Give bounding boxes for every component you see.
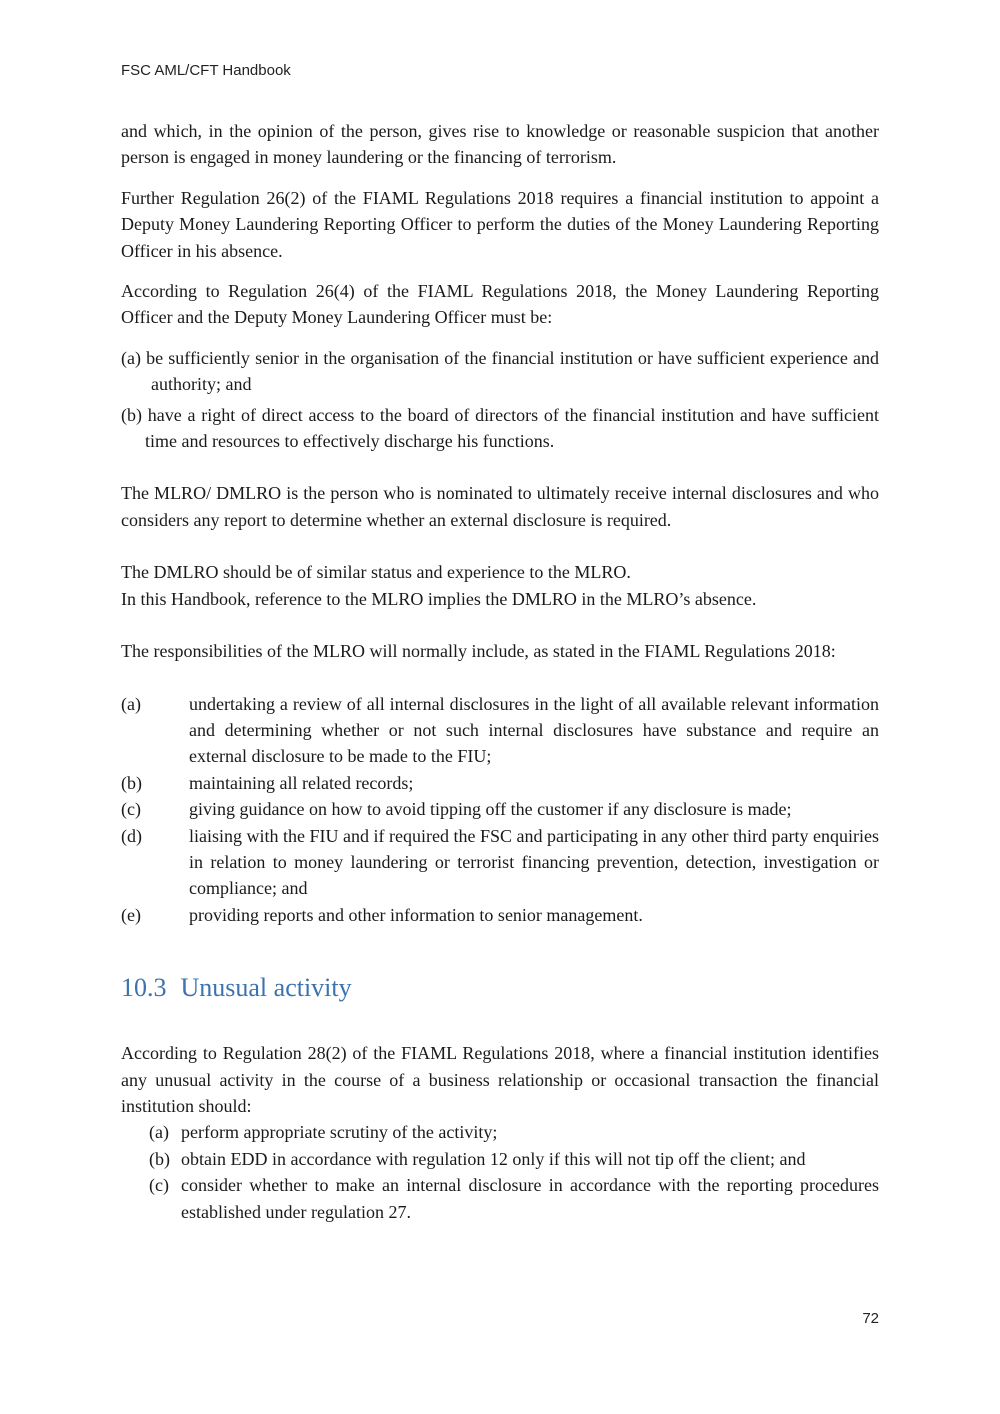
list-item	[121, 823, 879, 902]
list-marker: (e)	[121, 904, 141, 925]
list-item	[121, 902, 879, 928]
list-item: (a) be sufficiently senior in the organisation of the financial institution or have sufficient experience and authority; and	[121, 347, 879, 395]
running-header: FSC AML/CFT Handbook	[121, 62, 291, 79]
list-marker: (d)	[121, 825, 142, 846]
list-text: liaising with the FIU and if required the FSC and participating in any other third party enquiries in relation to money laundering or terrorist financing prevention, detection, investigation or compliance; and	[189, 825, 879, 899]
list-marker: (c)	[149, 1175, 169, 1196]
responsibilities-list	[121, 691, 879, 929]
list-marker: (a)	[149, 1122, 169, 1143]
paragraph-handbook-reference: In this Handbook, reference to the MLRO implies the DMLRO in the MLRO’s absence.	[121, 588, 757, 609]
list-item	[121, 796, 879, 822]
page-body	[121, 118, 879, 1225]
list-item: (b) have a right of direct access to the board of directors of the financial institution and have sufficient time and resources to effectively discharge his functions.	[121, 404, 879, 452]
list-text: obtain EDD in accordance with regulation 12 only if this will not tip off the client; and	[181, 1148, 806, 1169]
list-item	[149, 1172, 879, 1225]
list-text: giving guidance on how to avoid tipping off the customer if any disclosure is made;	[189, 799, 792, 820]
page-number: 72	[862, 1310, 879, 1327]
list-text: perform appropriate scrutiny of the activity;	[181, 1122, 498, 1143]
section-title: Unusual activity	[180, 973, 352, 1003]
paragraph-continuation: and which, in the opinion of the person, gives rise to knowledge or reasonable suspicion that another person is engaged in money laundering or the financing of terrorism.	[121, 121, 879, 168]
list-text: maintaining all related records;	[189, 772, 414, 793]
unusual-activity-list	[121, 1119, 879, 1225]
list-marker: (b)	[121, 772, 142, 793]
list-item	[121, 691, 879, 770]
paragraph-mlro-definition: The MLRO/ DMLRO is the person who is nominated to ultimately receive internal disclosures and who considers any report to determine whether an external disclosure is required.	[121, 483, 879, 530]
list-text: consider whether to make an internal disclosure in accordance with the reporting procedures established under regulation 27.	[181, 1175, 879, 1222]
paragraph-dmlro-status: The DMLRO should be of similar status and experience to the MLRO.	[121, 562, 631, 583]
section-heading	[121, 972, 879, 1004]
paragraph-responsibilities-intro: The responsibilities of the MLRO will normally include, as stated in the FIAML Regulations 2018:	[121, 641, 836, 662]
section-number: 10.3	[121, 973, 167, 1003]
paragraph-deputy-mlro: Further Regulation 26(2) of the FIAML Regulations 2018 requires a financial institution to appoint a Deputy Money Laundering Reporting Officer to perform the duties of the Money Laundering Reporting Officer in his absence.	[121, 187, 879, 261]
list-item	[121, 770, 879, 796]
seniority-requirements-list	[121, 345, 879, 455]
list-marker: (c)	[121, 799, 141, 820]
list-item	[149, 1119, 879, 1145]
list-text: undertaking a review of all internal disclosures in the light of all available relevant information and determining whether or not such internal disclosures have substance and require an external disclosure to be made to the FIU;	[189, 693, 879, 767]
paragraph-regulation-26-4: According to Regulation 26(4) of the FIAML Regulations 2018, the Money Laundering Reporting Officer and the Deputy Money Laundering Officer must be:	[121, 281, 879, 328]
paragraph-unusual-activity-intro: According to Regulation 28(2) of the FIAML Regulations 2018, where a financial institution identifies any unusual activity in the course of a business relationship or occasional transaction the financial institution should:	[121, 1043, 879, 1116]
list-item	[149, 1146, 879, 1172]
list-text: providing reports and other information to senior management.	[189, 904, 643, 925]
list-marker: (a)	[121, 693, 141, 714]
list-marker: (b)	[149, 1148, 170, 1169]
